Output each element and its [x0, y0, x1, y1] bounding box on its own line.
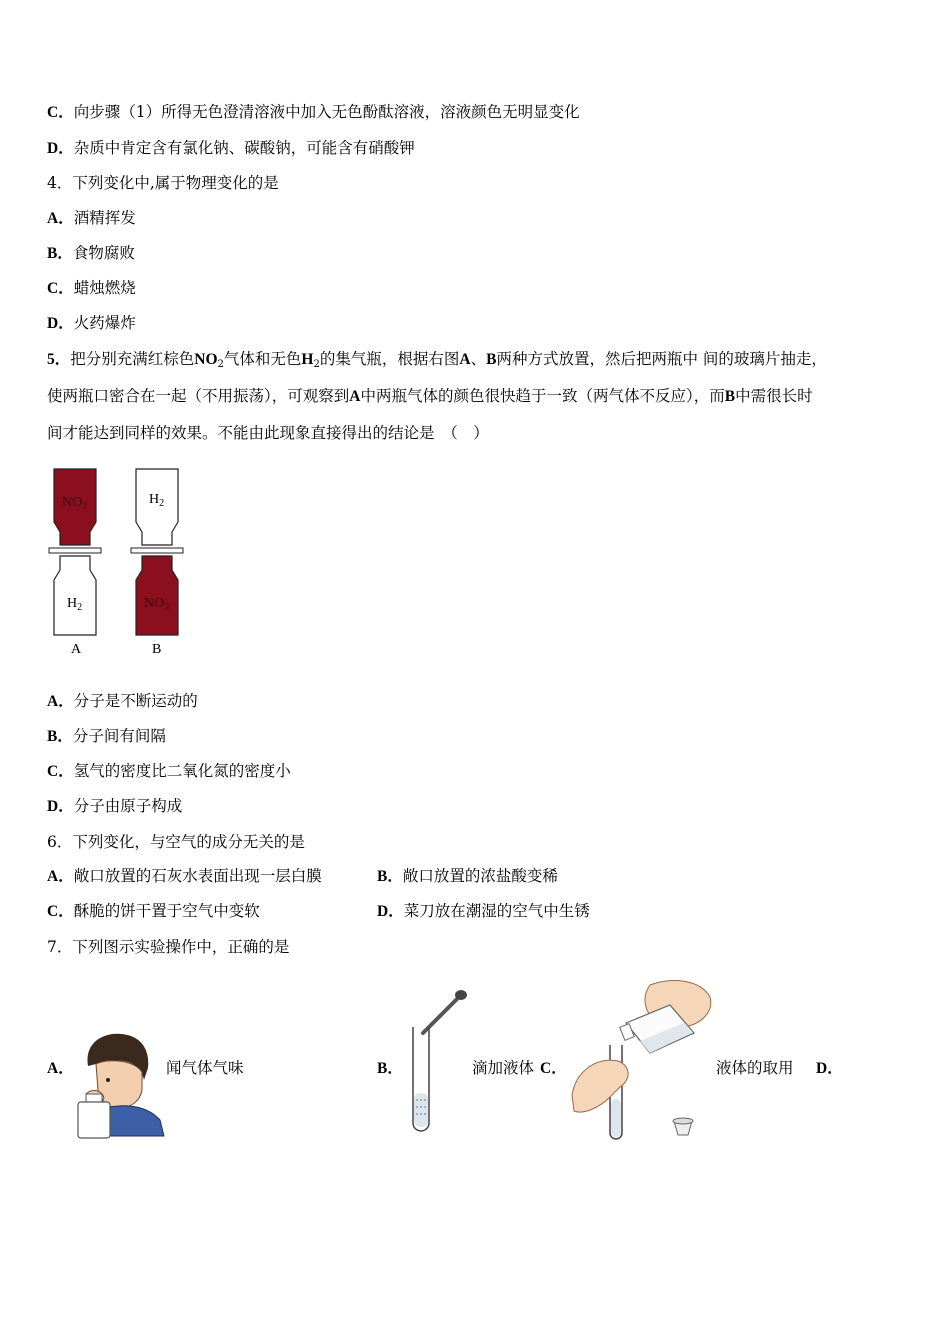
- bottle-a-bottom-label: $H_2$: [67, 596, 83, 613]
- q7-option-a-label: A．: [47, 1060, 74, 1077]
- prev-option-c: C．向步骤（1）所得无色澄清溶液中加入无色酚酞溶液，溶液颜色无明显变化: [47, 103, 580, 121]
- q5-stem-line2: 使两瓶口密合在一起（不用振荡），可观察到A中两瓶气体的颜色很快趋于一致（两气体不反应），而B中需很长时: [47, 387, 813, 405]
- q4-option-a: A．酒精挥发: [47, 209, 136, 227]
- q6-option-b: B．敞口放置的浓盐酸变稀: [377, 867, 558, 885]
- dropper-test-tube-illustration: [405, 985, 475, 1135]
- q4-stem: 4．下列变化中,属于物理变化的是: [47, 174, 279, 192]
- q7-option-c-text: 液体的取用: [716, 1059, 794, 1077]
- glass-plate-a: [49, 548, 101, 553]
- q7-option-b-label: B．: [377, 1060, 403, 1077]
- figure-caption-b: B: [152, 642, 162, 657]
- q5-option-a: A．分子是不断运动的: [47, 692, 198, 710]
- q6-option-c: C．酥脆的饼干置于空气中变软: [47, 902, 260, 920]
- pouring-liquid-illustration: [570, 975, 715, 1145]
- gas-bottles-figure: [40, 462, 200, 667]
- q5-option-c: C．氢气的密度比二氧化氮的密度小: [47, 762, 291, 780]
- bottle-a-top-label: $NO_2$: [62, 495, 88, 512]
- bottle-b-top-label: $H_2$: [149, 492, 165, 509]
- reagent-bottle-icon: [78, 1102, 110, 1138]
- q4-option-b: B．食物腐败: [47, 244, 135, 262]
- q5-option-d: D．分子由原子构成: [47, 797, 183, 815]
- q5-stem-line3: 间才能达到同样的效果。不能由此现象直接得出的结论是 （ ）: [47, 424, 489, 442]
- glass-plate-b: [131, 548, 183, 553]
- q6-stem: 6．下列变化，与空气的成分无关的是: [47, 833, 305, 851]
- q7-option-c-label: C．: [540, 1060, 567, 1077]
- figure-caption-a: A: [71, 642, 82, 657]
- smelling-gas-illustration: [74, 1028, 166, 1140]
- q4-option-c: C．蜡烛燃烧: [47, 279, 136, 297]
- bottle-b-bottom-label: $NO_2$: [144, 596, 170, 613]
- q5-stem-line1: 5．把分别充满红棕色$NO_2$气体和无色$H_2$的集气瓶，根据右图A、B两种方式放置，然后把两瓶中 间的玻璃片抽走，: [47, 350, 827, 370]
- q6-option-d: D．菜刀放在潮湿的空气中生锈: [377, 902, 590, 920]
- q7-stem: 7．下列图示实验操作中，正确的是: [47, 938, 290, 956]
- q7-option-d-label: D．: [816, 1060, 843, 1077]
- q6-option-a: A．敞口放置的石灰水表面出现一层白膜: [47, 867, 322, 885]
- q4-option-d: D．火药爆炸: [47, 314, 136, 332]
- q5-option-b: B．分子间有间隔: [47, 727, 166, 745]
- q7-option-b-text: 滴加液体: [472, 1059, 535, 1077]
- q7-option-a-text: 闻气体气味: [166, 1059, 244, 1077]
- prev-option-d: D．杂质中肯定含有氯化钠、碳酸钠，可能含有硝酸钾: [47, 139, 415, 157]
